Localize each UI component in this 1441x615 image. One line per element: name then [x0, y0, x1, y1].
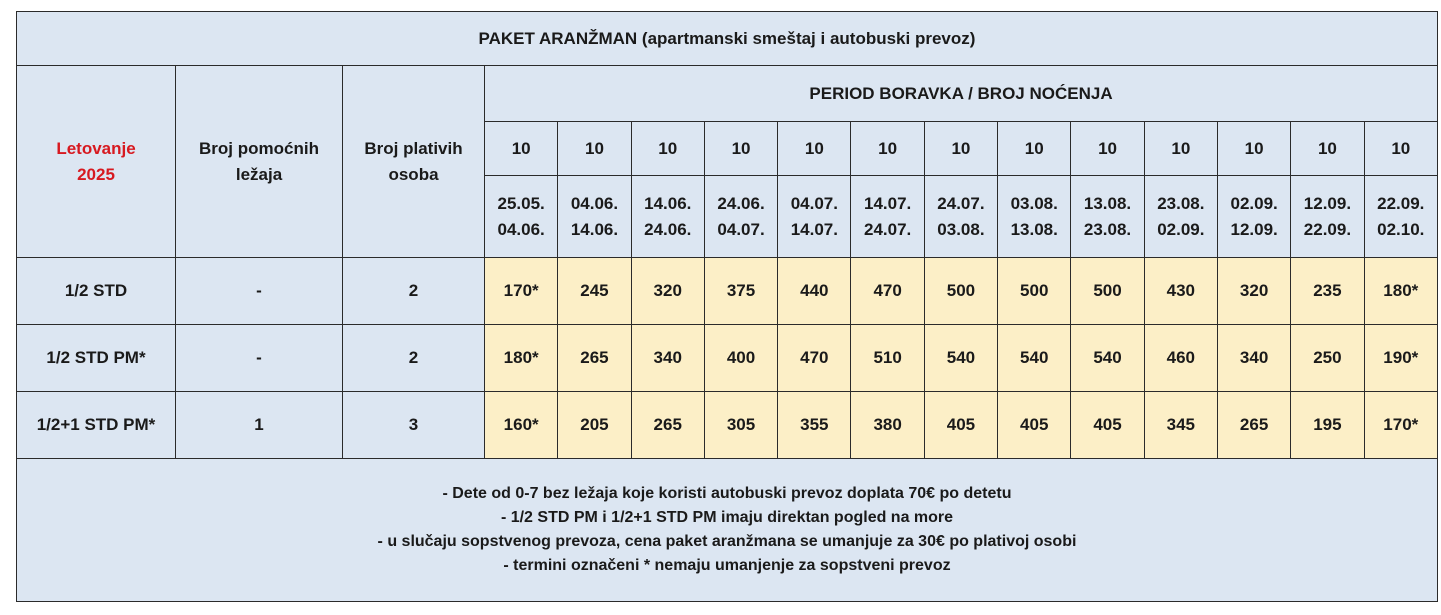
nights-cell: 10: [704, 122, 777, 176]
date-to: 14.06.: [570, 219, 619, 239]
date-from: 04.06.: [570, 194, 619, 213]
price-cell: 320: [631, 258, 704, 325]
extra-beds-cell: -: [176, 325, 343, 392]
date-to: 12.09.: [1230, 219, 1278, 239]
nights-cell: 10: [631, 122, 704, 176]
paying-persons-cell: 3: [343, 392, 485, 459]
price-cell: 235: [1291, 258, 1364, 325]
date-to: 23.08.: [1083, 219, 1132, 239]
date-to: 24.06.: [644, 219, 692, 239]
price-cell: 500: [998, 258, 1071, 325]
nights-cell: 10: [485, 122, 558, 176]
nights-cell: 10: [998, 122, 1071, 176]
date-from: 25.05.: [497, 194, 545, 213]
date-range-cell: [778, 176, 851, 258]
date-from: 14.06.: [644, 194, 692, 213]
nights-cell: 10: [1071, 122, 1144, 176]
price-cell: 190*: [1364, 325, 1437, 392]
price-cell: 170*: [485, 258, 558, 325]
date-range-cell: [1364, 176, 1437, 258]
date-to: 22.09.: [1303, 219, 1352, 239]
price-cell: 430: [1144, 258, 1217, 325]
date-range-cell: [1291, 176, 1364, 258]
price-cell: 500: [1071, 258, 1144, 325]
date-from: 02.09.: [1230, 194, 1278, 213]
nights-cell: 10: [1364, 122, 1437, 176]
date-to: 14.07.: [790, 219, 838, 239]
price-cell: 180*: [1364, 258, 1437, 325]
date-to: 04.07.: [717, 219, 765, 239]
nights-cell: 10: [851, 122, 924, 176]
price-cell: 245: [558, 258, 631, 325]
date-from: 22.09.: [1377, 194, 1425, 213]
price-cell: 265: [1217, 392, 1290, 459]
nights-cell: 10: [1217, 122, 1290, 176]
price-cell: 340: [631, 325, 704, 392]
date-range-cell: [631, 176, 704, 258]
date-range-cell: [851, 176, 924, 258]
price-cell: 305: [704, 392, 777, 459]
extra-beds-cell: 1: [176, 392, 343, 459]
date-from: 12.09.: [1303, 194, 1352, 213]
price-cell: 380: [851, 392, 924, 459]
nights-cell: 10: [924, 122, 997, 176]
paying-persons-cell: 2: [343, 258, 485, 325]
date-to: 02.10.: [1377, 219, 1425, 239]
price-table: [16, 11, 1438, 602]
date-from: 24.06.: [717, 194, 765, 213]
price-cell: 250: [1291, 325, 1364, 392]
date-from: 13.08.: [1083, 194, 1132, 213]
date-range-cell: [558, 176, 631, 258]
price-cell: 470: [851, 258, 924, 325]
paying-persons-cell: 2: [343, 325, 485, 392]
note-line: - u slučaju sopstvenog prevoza, cena paket aranžmana se umanjuje za 30€ po plativoj osobi: [377, 533, 1077, 550]
price-cell: 470: [778, 325, 851, 392]
price-cell: 540: [998, 325, 1071, 392]
room-type-cell: 1/2+1 STD PM*: [17, 392, 176, 459]
date-to: 02.09.: [1157, 219, 1205, 239]
price-cell: 400: [704, 325, 777, 392]
price-cell: 355: [778, 392, 851, 459]
price-cell: 540: [924, 325, 997, 392]
nights-cell: 10: [558, 122, 631, 176]
nights-cell: 10: [1291, 122, 1364, 176]
price-cell: 540: [1071, 325, 1144, 392]
price-cell: 265: [558, 325, 631, 392]
season-label: Letovanje: [56, 139, 136, 158]
price-cell: 205: [558, 392, 631, 459]
price-cell: 460: [1144, 325, 1217, 392]
price-cell: 345: [1144, 392, 1217, 459]
date-from: 14.07.: [864, 194, 912, 213]
price-cell: 510: [851, 325, 924, 392]
nights-cell: 10: [1144, 122, 1217, 176]
price-cell: 440: [778, 258, 851, 325]
season-year: 2025: [77, 164, 115, 184]
price-cell: 170*: [1364, 392, 1437, 459]
extra-beds-cell: -: [176, 258, 343, 325]
room-type-cell: 1/2 STD PM*: [17, 325, 176, 392]
nights-cell: 10: [778, 122, 851, 176]
note-line: - 1/2 STD PM i 1/2+1 STD PM imaju direktan pogled na more: [500, 509, 954, 526]
date-range-cell: [1071, 176, 1144, 258]
date-to: 04.06.: [497, 219, 545, 239]
price-cell: 375: [704, 258, 777, 325]
extra-beds-header: Broj pomoćnih ležaja: [176, 66, 343, 258]
notes-cell: [17, 459, 1438, 602]
note-line: - termini označeni * nemaju umanjenje za sopstveni prevoz: [503, 557, 951, 574]
price-cell: 405: [924, 392, 997, 459]
date-range-cell: [485, 176, 558, 258]
period-header: PERIOD BORAVKA / BROJ NOĆENJA: [485, 66, 1438, 122]
table-title: PAKET ARANŽMAN (apartmanski smeštaj i autobuski prevoz): [17, 12, 1438, 66]
date-from: 24.07.: [937, 194, 985, 213]
date-to: 13.08.: [1010, 219, 1058, 239]
date-range-cell: [924, 176, 997, 258]
price-cell: 160*: [485, 392, 558, 459]
date-to: 24.07.: [864, 219, 912, 239]
price-cell: 500: [924, 258, 997, 325]
date-range-cell: [1144, 176, 1217, 258]
season-cell: [17, 66, 176, 258]
price-cell: 195: [1291, 392, 1364, 459]
date-range-cell: [1217, 176, 1290, 258]
room-type-cell: 1/2 STD: [17, 258, 176, 325]
price-cell: 180*: [485, 325, 558, 392]
note-line: - Dete od 0-7 bez ležaja koje koristi autobuski prevoz doplata 70€ po detetu: [442, 485, 1012, 502]
date-range-cell: [704, 176, 777, 258]
price-cell: 320: [1217, 258, 1290, 325]
date-from: 23.08.: [1157, 194, 1205, 213]
date-range-cell: [998, 176, 1071, 258]
date-to: 03.08.: [937, 219, 985, 239]
date-from: 04.07.: [790, 194, 838, 213]
price-cell: 340: [1217, 325, 1290, 392]
date-from: 03.08.: [1010, 194, 1058, 213]
price-cell: 405: [1071, 392, 1144, 459]
price-cell: 405: [998, 392, 1071, 459]
paying-persons-header: Broj plativih osoba: [343, 66, 485, 258]
price-cell: 265: [631, 392, 704, 459]
